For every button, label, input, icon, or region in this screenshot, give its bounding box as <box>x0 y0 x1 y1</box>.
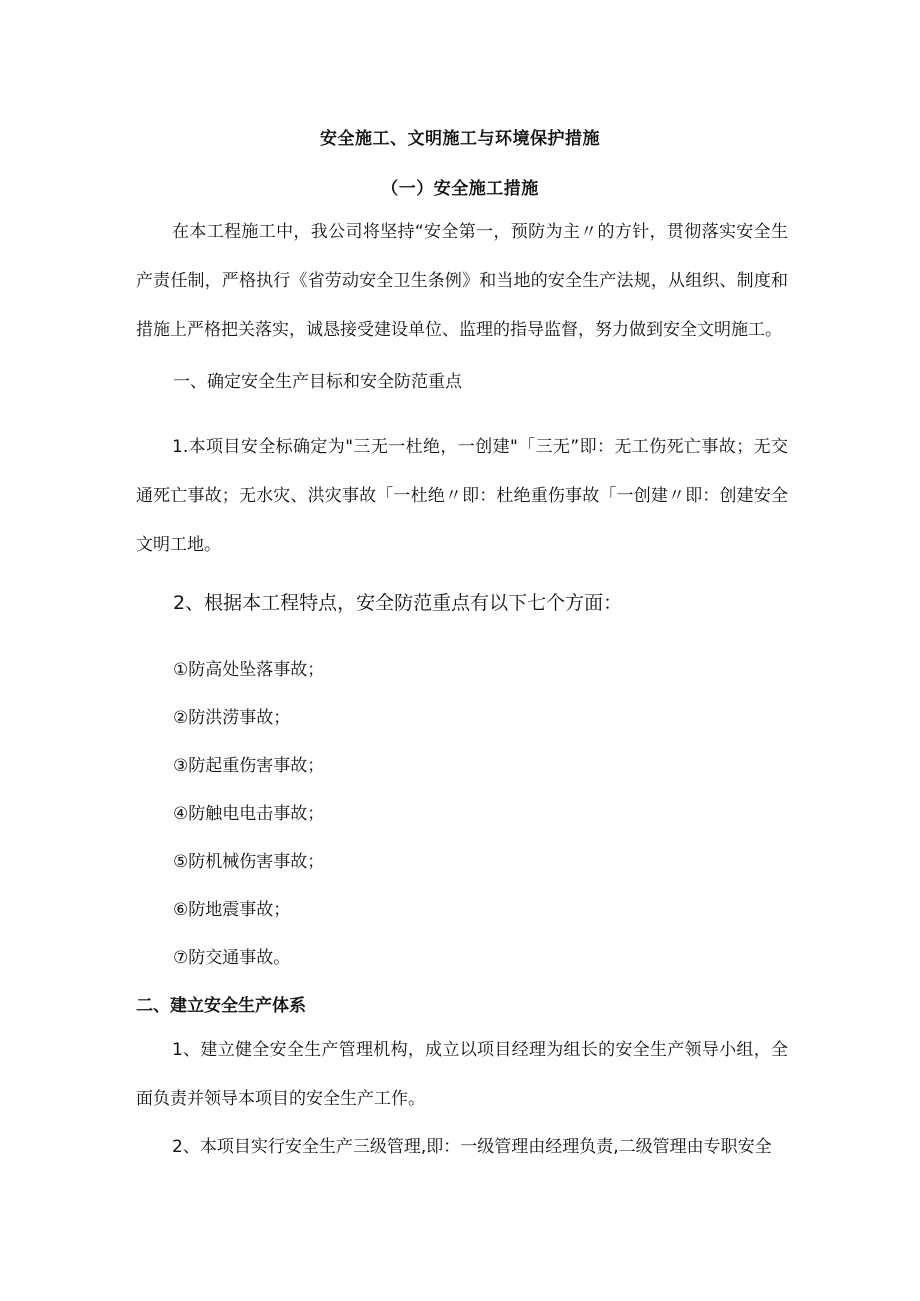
section2-item1-paragraph: 1、建立健全安全生产管理机构，成立以项目经理为组长的安全生产领导小组，全面负责并领导本项目的安全生产工作。 <box>136 1040 788 1109</box>
intro-paragraph: 在本工程施工中，我公司将坚持“安全第一，预防为主〃的方针，贯彻落实安全生产责任制，严格执行《省劳动安全卫生条例》和当地的安全生产法规，从组织、制度和措施上严格把关落实，诚恳接受建设单位、监理的指导监督，努力做到安全文明施工。 <box>136 222 788 340</box>
hazard-item-7: ⑦防交通事故。 <box>173 948 291 968</box>
section1-item1-paragraph: 1.本项目安全标确定为"三无一杜绝，一创建"「三无”即：无工伤死亡事故；无交通死亡事故；无水灾、洪灾事故「一杜绝〃即：杜绝重伤事故「一创建〃即：创建安全文明工地。 <box>136 437 788 555</box>
section2-item2-paragraph: 2、本项目实行安全生产三级管理,即：一级管理由经理负责,二级管理由专职安全 <box>172 1137 772 1157</box>
section1-item2-paragraph: 2、根据本工程特点，安全防范重点有以下七个方面： <box>173 592 623 614</box>
hazard-item-2: ②防洪涝事故； <box>173 708 291 728</box>
document-title: 安全施工、文明施工与环境保护措施 <box>320 129 600 149</box>
section1-heading: 一、确定安全生产目标和安全防范重点 <box>173 372 462 392</box>
section-subtitle: （一）安全施工措施 <box>381 179 539 199</box>
hazard-item-6: ⑥防地震事故； <box>173 900 291 920</box>
hazard-item-3: ③防起重伤害事故； <box>173 756 325 776</box>
hazard-item-4: ④防触电电击事故； <box>173 804 325 824</box>
hazard-item-5: ⑤防机械伤害事故； <box>173 852 325 872</box>
section2-heading: 二、建立安全生产体系 <box>136 996 306 1016</box>
hazard-item-1: ①防高处坠落事故； <box>173 660 325 680</box>
